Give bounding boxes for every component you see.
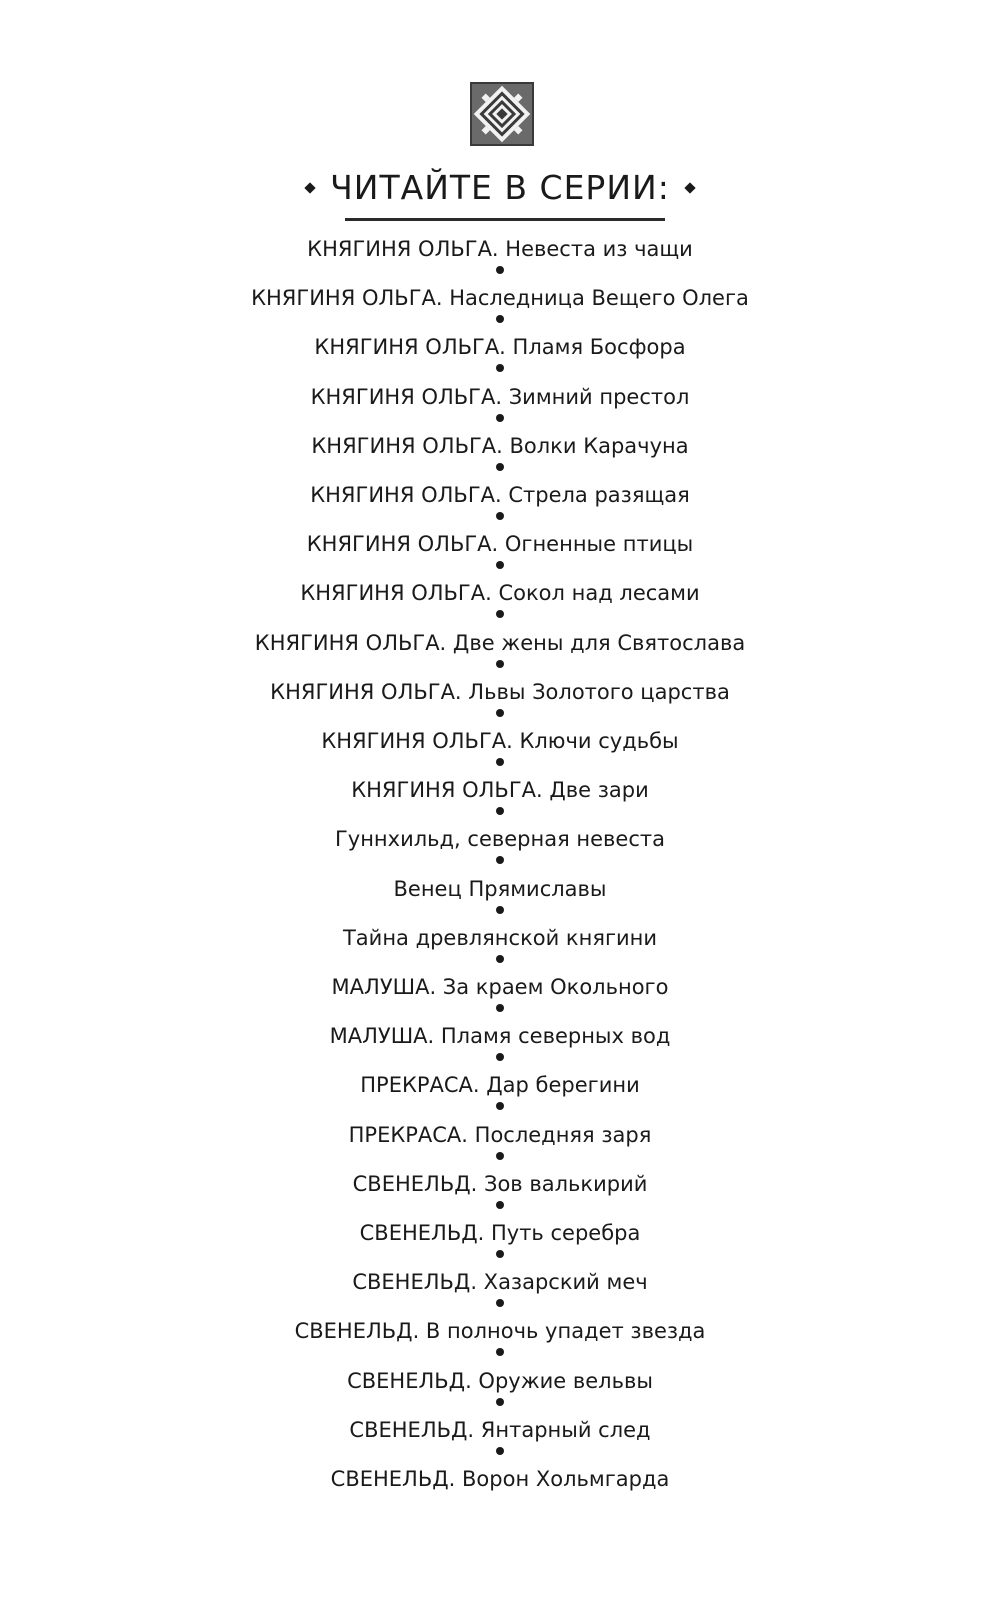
bullet-icon — [496, 1447, 504, 1455]
list-item — [0, 1413, 1000, 1462]
list-item — [0, 1462, 1000, 1511]
diamond-right-icon — [684, 182, 695, 193]
book-title: КНЯГИНЯ ОЛЬГА. Две зари — [351, 778, 649, 803]
bullet-icon — [496, 364, 504, 372]
bullet-icon — [496, 709, 504, 717]
book-title: КНЯГИНЯ ОЛЬГА. Наследница Вещего Олега — [251, 286, 749, 311]
book-title: КНЯГИНЯ ОЛЬГА. Ключи судьбы — [321, 729, 679, 753]
book-title: КНЯГИНЯ ОЛЬГА. Сокол над лесами — [300, 581, 700, 606]
header-divider — [345, 218, 665, 221]
book-title: КНЯГИНЯ ОЛЬГА. Невеста из чащи — [307, 237, 693, 261]
book-title: СВЕНЕЛЬД. Зов валькирий — [352, 1171, 648, 1196]
bullet-icon — [496, 266, 504, 274]
list-item — [0, 1167, 1000, 1216]
bullet-icon — [496, 561, 504, 569]
list-item — [0, 921, 1000, 970]
list-item — [0, 626, 1000, 675]
slavic-ornament-icon — [470, 82, 534, 146]
list-item — [0, 724, 1000, 773]
list-item — [0, 1068, 1000, 1117]
bullet-icon — [496, 1201, 504, 1209]
book-title: КНЯГИНЯ ОЛЬГА. Львы Золотого царства — [270, 679, 730, 704]
bullet-icon — [496, 807, 504, 815]
bullet-icon — [496, 1299, 504, 1307]
bullet-icon — [496, 955, 504, 963]
bullet-icon — [496, 315, 504, 323]
book-title: ПРЕКРАСА. Последняя заря — [348, 1122, 652, 1147]
bullet-icon — [496, 463, 504, 471]
list-item — [0, 675, 1000, 724]
list-item — [0, 429, 1000, 478]
list-item — [0, 380, 1000, 429]
book-title: КНЯГИНЯ ОЛЬГА. Стрела разящая — [310, 483, 690, 507]
bullet-icon — [496, 610, 504, 618]
bullet-icon — [496, 1398, 504, 1406]
bullet-icon — [496, 1004, 504, 1012]
bullet-icon — [496, 1102, 504, 1110]
list-item — [0, 970, 1000, 1019]
list-item — [0, 1265, 1000, 1314]
list-item — [0, 822, 1000, 871]
list-item — [0, 330, 1000, 379]
list-item — [0, 1364, 1000, 1413]
book-title: КНЯГИНЯ ОЛЬГА. Огненные птицы — [306, 532, 694, 557]
bullet-icon — [496, 660, 504, 668]
bullet-icon — [496, 856, 504, 864]
bullet-icon — [496, 414, 504, 422]
book-title: Гуннхильд, северная невеста — [334, 827, 666, 852]
diamond-left-icon — [305, 182, 316, 193]
series-title-row — [306, 168, 694, 207]
list-item — [0, 576, 1000, 625]
bullet-icon — [496, 1348, 504, 1356]
series-header — [0, 168, 1000, 207]
book-title: СВЕНЕЛЬД. В полночь упадет звезда — [294, 1319, 706, 1344]
list-item — [0, 1118, 1000, 1167]
list-item — [0, 1216, 1000, 1265]
book-title: СВЕНЕЛЬД. Хазарский меч — [352, 1270, 648, 1295]
list-item — [0, 478, 1000, 527]
bullet-icon — [496, 906, 504, 914]
list-item — [0, 527, 1000, 576]
list-item — [0, 1019, 1000, 1068]
book-title: МАЛУША. Пламя северных вод — [329, 1024, 671, 1049]
bullet-icon — [496, 1053, 504, 1061]
book-title: МАЛУША. За краем Окольного — [331, 975, 669, 999]
book-title: КНЯГИНЯ ОЛЬГА. Волки Карачуна — [311, 433, 689, 458]
bullet-icon — [496, 758, 504, 766]
bullet-icon — [496, 512, 504, 520]
book-title: Венец Прямиславы — [393, 876, 607, 901]
list-item — [0, 872, 1000, 921]
book-title: СВЕНЕЛЬД. Оружие вельвы — [347, 1368, 653, 1393]
book-title: СВЕНЕЛЬД. Янтарный след — [349, 1417, 651, 1442]
bullet-icon — [496, 1250, 504, 1258]
list-item — [0, 1314, 1000, 1363]
book-title: Тайна древлянской княгини — [342, 925, 658, 950]
book-title: СВЕНЕЛЬД. Ворон Хольмгарда — [330, 1467, 670, 1491]
bullet-icon — [496, 1152, 504, 1160]
list-item — [0, 232, 1000, 281]
book-title: ПРЕКРАСА. Дар берегини — [360, 1073, 640, 1098]
list-item — [0, 773, 1000, 822]
book-title: КНЯГИНЯ ОЛЬГА. Зимний престол — [310, 384, 690, 409]
list-item — [0, 281, 1000, 330]
book-title: СВЕНЕЛЬД. Путь серебра — [359, 1221, 641, 1245]
book-title: КНЯГИНЯ ОЛЬГА. Две жены для Святослава — [254, 630, 746, 655]
series-title: ЧИТАЙТЕ В СЕРИИ: — [330, 168, 670, 207]
book-title: КНЯГИНЯ ОЛЬГА. Пламя Босфора — [314, 335, 686, 360]
